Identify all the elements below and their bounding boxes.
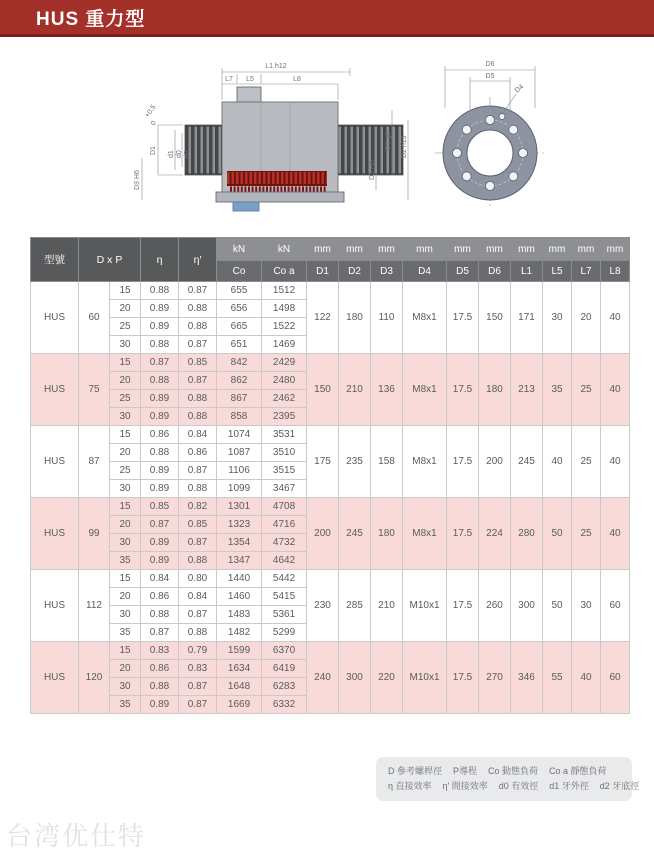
eta-cell: 0.88 xyxy=(141,678,179,696)
shared-cell: 230 xyxy=(307,570,339,642)
dim-l8: L8 xyxy=(293,76,301,83)
eta2-cell: 0.88 xyxy=(179,408,217,426)
front-view xyxy=(435,61,546,209)
p-cell: 20 xyxy=(110,444,141,462)
shared-cell: 17.5 xyxy=(447,426,479,498)
coa-cell: 5361 xyxy=(262,606,307,624)
eta2-cell: 0.87 xyxy=(179,678,217,696)
eta-cell: 0.88 xyxy=(141,606,179,624)
shared-cell: 40 xyxy=(601,426,630,498)
shared-cell: M8x1 xyxy=(403,426,447,498)
eta-cell: 0.86 xyxy=(141,660,179,678)
label-header: D3 xyxy=(371,261,403,282)
eta-cell: 0.86 xyxy=(141,588,179,606)
co-cell: 842 xyxy=(217,354,262,372)
co-cell: 1354 xyxy=(217,534,262,552)
shared-cell: 40 xyxy=(572,642,601,714)
shared-cell: 25 xyxy=(572,354,601,426)
shared-cell: 30 xyxy=(572,570,601,642)
coa-cell: 3515 xyxy=(262,462,307,480)
shared-cell: 150 xyxy=(479,282,511,354)
eta2-cell: 0.87 xyxy=(179,606,217,624)
co-cell: 1323 xyxy=(217,516,262,534)
shared-cell: 300 xyxy=(511,570,543,642)
coa-cell: 2395 xyxy=(262,408,307,426)
label-header: D1 xyxy=(307,261,339,282)
eta2-cell: 0.88 xyxy=(179,552,217,570)
legend-item: P導程 xyxy=(453,766,478,776)
shared-cell: M8x1 xyxy=(403,282,447,354)
eta2-cell: 0.88 xyxy=(179,318,217,336)
shared-cell: 180 xyxy=(371,498,403,570)
co-cell: 1599 xyxy=(217,642,262,660)
co-cell: 1099 xyxy=(217,480,262,498)
shared-cell: 25 xyxy=(572,426,601,498)
dim-d1-small: d1 xyxy=(168,150,175,158)
coa-cell: 4642 xyxy=(262,552,307,570)
shared-cell: 40 xyxy=(543,426,572,498)
legend-item: Co 動態負荷 xyxy=(488,766,539,776)
shared-cell: 260 xyxy=(479,570,511,642)
p-cell: 15 xyxy=(110,642,141,660)
co-cell: 1074 xyxy=(217,426,262,444)
p-cell: 30 xyxy=(110,606,141,624)
eta-cell: 0.88 xyxy=(141,372,179,390)
shared-cell: 240 xyxy=(307,642,339,714)
label-header: Co a xyxy=(262,261,307,282)
label-header: L7 xyxy=(572,261,601,282)
co-cell: 1347 xyxy=(217,552,262,570)
eta2-cell: 0.85 xyxy=(179,354,217,372)
p-cell: 25 xyxy=(110,462,141,480)
eta-cell: 0.87 xyxy=(141,624,179,642)
co-cell: 651 xyxy=(217,336,262,354)
legend-item: d1 牙外徑 xyxy=(549,781,589,791)
dim-d4: D4 xyxy=(513,83,526,95)
shared-cell: 180 xyxy=(339,282,371,354)
shared-cell: 175 xyxy=(307,426,339,498)
eta-cell: 0.88 xyxy=(141,444,179,462)
blue-key-block xyxy=(233,202,259,211)
legend-box xyxy=(376,757,640,801)
technical-drawing xyxy=(30,50,624,235)
dim-d3h6-left: D3 H6 xyxy=(134,170,141,190)
coa-cell: 5415 xyxy=(262,588,307,606)
coa-cell: 4708 xyxy=(262,498,307,516)
model-cell: HUS xyxy=(31,282,79,354)
eta2-cell: 0.86 xyxy=(179,444,217,462)
coa-cell: 4716 xyxy=(262,516,307,534)
shared-cell: 50 xyxy=(543,498,572,570)
eta2-cell: 0.88 xyxy=(179,480,217,498)
eta-cell: 0.89 xyxy=(141,696,179,714)
shared-cell: 20 xyxy=(572,282,601,354)
spec-table xyxy=(30,237,630,714)
p-cell: 20 xyxy=(110,516,141,534)
coa-cell: 1512 xyxy=(262,282,307,300)
shared-cell: 110 xyxy=(371,282,403,354)
dim-tol: +0.5 xyxy=(143,103,158,120)
shared-cell: 210 xyxy=(339,354,371,426)
unit-header: kN xyxy=(217,238,262,261)
eta-cell: 0.88 xyxy=(141,282,179,300)
coa-cell: 5442 xyxy=(262,570,307,588)
eta-cell: 0.89 xyxy=(141,408,179,426)
eta-cell: 0.89 xyxy=(141,318,179,336)
shared-cell: 25 xyxy=(572,498,601,570)
d-cell: 99 xyxy=(79,498,110,570)
d4-hole xyxy=(499,114,505,120)
shared-cell: 245 xyxy=(511,426,543,498)
p-cell: 35 xyxy=(110,696,141,714)
eta2-cell: 0.88 xyxy=(179,300,217,318)
coa-cell: 2480 xyxy=(262,372,307,390)
unit-header: mm xyxy=(572,238,601,261)
table-row xyxy=(31,354,630,372)
p-cell: 30 xyxy=(110,534,141,552)
shared-cell: 50 xyxy=(543,570,572,642)
shared-cell: 270 xyxy=(479,642,511,714)
shared-cell: 60 xyxy=(601,570,630,642)
label-header: L5 xyxy=(543,261,572,282)
p-cell: 25 xyxy=(110,318,141,336)
coa-cell: 1469 xyxy=(262,336,307,354)
p-cell: 15 xyxy=(110,426,141,444)
d-cell: 75 xyxy=(79,354,110,426)
drawing-svg xyxy=(30,50,624,235)
p-cell: 30 xyxy=(110,480,141,498)
eta2-cell: 0.83 xyxy=(179,660,217,678)
eta2-cell: 0.87 xyxy=(179,282,217,300)
eta-cell: 0.89 xyxy=(141,300,179,318)
p-cell: 30 xyxy=(110,408,141,426)
coa-cell: 2462 xyxy=(262,390,307,408)
shared-cell: 200 xyxy=(307,498,339,570)
eta-cell: 0.86 xyxy=(141,426,179,444)
co-cell: 1648 xyxy=(217,678,262,696)
model-cell: HUS xyxy=(31,498,79,570)
shared-cell: 180 xyxy=(479,354,511,426)
eta-cell: 0.89 xyxy=(141,480,179,498)
shared-cell: 280 xyxy=(511,498,543,570)
shared-cell: 30 xyxy=(543,282,572,354)
legend-line-1 xyxy=(388,764,622,779)
shared-cell: 300 xyxy=(339,642,371,714)
dim-tol0: 0 xyxy=(149,119,158,128)
p-cell: 15 xyxy=(110,570,141,588)
eta2-cell: 0.87 xyxy=(179,696,217,714)
shared-cell: 35 xyxy=(543,354,572,426)
eta-cell: 0.84 xyxy=(141,570,179,588)
side-view xyxy=(134,63,408,211)
title-bar xyxy=(0,0,654,37)
shared-cell: 40 xyxy=(601,282,630,354)
legend-item: d0 有效徑 xyxy=(498,781,539,791)
table-row xyxy=(31,426,630,444)
p-cell: 25 xyxy=(110,390,141,408)
legend-line-2 xyxy=(388,779,640,794)
eta2-cell: 0.87 xyxy=(179,534,217,552)
p-cell: 20 xyxy=(110,588,141,606)
eta2-cell: 0.87 xyxy=(179,336,217,354)
p-cell: 20 xyxy=(110,300,141,318)
unit-header: mm xyxy=(307,238,339,261)
header-dxp: D x P xyxy=(79,238,141,282)
legend-item: Co a 靜態負荷 xyxy=(549,766,607,776)
eta2-cell: 0.88 xyxy=(179,624,217,642)
shared-cell: 17.5 xyxy=(447,570,479,642)
shared-cell: 235 xyxy=(339,426,371,498)
dim-d1-left: D1 xyxy=(150,146,157,155)
eta-cell: 0.88 xyxy=(141,336,179,354)
shared-cell: 136 xyxy=(371,354,403,426)
p-cell: 15 xyxy=(110,354,141,372)
unit-header: mm xyxy=(601,238,630,261)
shared-cell: 55 xyxy=(543,642,572,714)
co-cell: 858 xyxy=(217,408,262,426)
co-cell: 656 xyxy=(217,300,262,318)
co-cell: 862 xyxy=(217,372,262,390)
shared-cell: 40 xyxy=(601,498,630,570)
shared-cell: 285 xyxy=(339,570,371,642)
model-cell: HUS xyxy=(31,426,79,498)
shared-cell: 158 xyxy=(371,426,403,498)
co-cell: 1440 xyxy=(217,570,262,588)
co-cell: 1106 xyxy=(217,462,262,480)
table-row xyxy=(31,282,630,300)
p-cell: 35 xyxy=(110,624,141,642)
p-cell: 35 xyxy=(110,552,141,570)
co-cell: 1483 xyxy=(217,606,262,624)
shared-cell: 17.5 xyxy=(447,642,479,714)
dim-d6: D6 xyxy=(485,61,495,68)
coa-cell: 6332 xyxy=(262,696,307,714)
shared-cell: M10x1 xyxy=(403,570,447,642)
coa-cell: 1522 xyxy=(262,318,307,336)
coa-cell: 3510 xyxy=(262,444,307,462)
unit-header: mm xyxy=(511,238,543,261)
dim-l7: L7 xyxy=(225,76,233,83)
co-cell: 1482 xyxy=(217,624,262,642)
dim-d0-small: d0 xyxy=(176,150,183,158)
unit-header: mm xyxy=(479,238,511,261)
shared-cell: 150 xyxy=(307,354,339,426)
eta2-cell: 0.87 xyxy=(179,372,217,390)
label-header: L8 xyxy=(601,261,630,282)
eta-cell: 0.85 xyxy=(141,498,179,516)
shared-cell: M8x1 xyxy=(403,354,447,426)
shared-cell: 210 xyxy=(371,570,403,642)
eta2-cell: 0.87 xyxy=(179,462,217,480)
dim-d2h13: D2 h13 xyxy=(401,135,408,158)
eta2-cell: 0.82 xyxy=(179,498,217,516)
label-header: Co xyxy=(217,261,262,282)
unit-header: mm xyxy=(339,238,371,261)
shared-cell: 346 xyxy=(511,642,543,714)
eta2-cell: 0.80 xyxy=(179,570,217,588)
header-row-units xyxy=(31,238,630,261)
coa-cell: 6370 xyxy=(262,642,307,660)
shared-cell: 122 xyxy=(307,282,339,354)
d-cell: 112 xyxy=(79,570,110,642)
unit-header: mm xyxy=(447,238,479,261)
model-cell: HUS xyxy=(31,354,79,426)
eta-cell: 0.83 xyxy=(141,642,179,660)
watermark: 台湾优仕特 xyxy=(6,821,147,851)
coa-cell: 4732 xyxy=(262,534,307,552)
coa-cell: 3531 xyxy=(262,426,307,444)
unit-header: kN xyxy=(262,238,307,261)
p-cell: 30 xyxy=(110,336,141,354)
dim-d5: D5 xyxy=(485,73,495,80)
dim-d1g6: D1 g6 xyxy=(385,131,392,150)
table-row xyxy=(31,642,630,660)
eta2-cell: 0.84 xyxy=(179,426,217,444)
header-eta: η xyxy=(141,238,179,282)
eta2-cell: 0.79 xyxy=(179,642,217,660)
p-cell: 30 xyxy=(110,678,141,696)
coa-cell: 3467 xyxy=(262,480,307,498)
model-cell: HUS xyxy=(31,642,79,714)
d-cell: 87 xyxy=(79,426,110,498)
eta-cell: 0.89 xyxy=(141,390,179,408)
d-cell: 60 xyxy=(79,282,110,354)
page-title: HUS 重力型 xyxy=(36,8,146,30)
legend-item: d2 牙底徑 xyxy=(599,781,640,791)
header-eta-prime: η′ xyxy=(179,238,217,282)
legend-item: η 直接效率 xyxy=(388,781,432,791)
p-cell: 15 xyxy=(110,498,141,516)
p-cell: 20 xyxy=(110,372,141,390)
unit-header: mm xyxy=(403,238,447,261)
shared-cell: 213 xyxy=(511,354,543,426)
shared-cell: 224 xyxy=(479,498,511,570)
d-cell: 120 xyxy=(79,642,110,714)
eta2-cell: 0.85 xyxy=(179,516,217,534)
co-cell: 655 xyxy=(217,282,262,300)
eta-cell: 0.89 xyxy=(141,534,179,552)
coa-cell: 6283 xyxy=(262,678,307,696)
co-cell: 1669 xyxy=(217,696,262,714)
table-row xyxy=(31,570,630,588)
shared-cell: 200 xyxy=(479,426,511,498)
table-row xyxy=(31,498,630,516)
label-header: L1 xyxy=(511,261,543,282)
label-header: D4 xyxy=(403,261,447,282)
co-cell: 1301 xyxy=(217,498,262,516)
dim-d2-small: d2 xyxy=(184,150,191,158)
label-header: D2 xyxy=(339,261,371,282)
legend-item: D 參考螺桿徑 xyxy=(388,766,443,776)
coa-cell: 2429 xyxy=(262,354,307,372)
eta-cell: 0.87 xyxy=(141,354,179,372)
unit-header: mm xyxy=(543,238,572,261)
dim-d3h6-right: D3 H6 xyxy=(369,160,376,180)
unit-header: mm xyxy=(371,238,403,261)
shared-cell: 171 xyxy=(511,282,543,354)
shared-cell: M8x1 xyxy=(403,498,447,570)
eta-cell: 0.89 xyxy=(141,462,179,480)
co-cell: 1634 xyxy=(217,660,262,678)
eta-cell: 0.89 xyxy=(141,552,179,570)
coa-cell: 6419 xyxy=(262,660,307,678)
coa-cell: 5299 xyxy=(262,624,307,642)
shared-cell: 220 xyxy=(371,642,403,714)
shared-cell: 17.5 xyxy=(447,498,479,570)
label-header: D6 xyxy=(479,261,511,282)
shared-cell: 245 xyxy=(339,498,371,570)
eta2-cell: 0.88 xyxy=(179,390,217,408)
model-cell: HUS xyxy=(31,570,79,642)
co-cell: 1087 xyxy=(217,444,262,462)
header-model: 型號 xyxy=(31,238,79,282)
p-cell: 15 xyxy=(110,282,141,300)
shared-cell: 17.5 xyxy=(447,282,479,354)
p-cell: 20 xyxy=(110,660,141,678)
shared-cell: 40 xyxy=(601,354,630,426)
dim-l5: L5 xyxy=(246,76,254,83)
co-cell: 867 xyxy=(217,390,262,408)
legend-item: η′ 間接效率 xyxy=(442,781,488,791)
co-cell: 1460 xyxy=(217,588,262,606)
shared-cell: 60 xyxy=(601,642,630,714)
co-cell: 665 xyxy=(217,318,262,336)
shared-cell: 17.5 xyxy=(447,354,479,426)
eta-cell: 0.87 xyxy=(141,516,179,534)
label-header: D5 xyxy=(447,261,479,282)
coa-cell: 1498 xyxy=(262,300,307,318)
shared-cell: M10x1 xyxy=(403,642,447,714)
eta2-cell: 0.84 xyxy=(179,588,217,606)
dim-l1: L1 h12 xyxy=(265,63,287,70)
